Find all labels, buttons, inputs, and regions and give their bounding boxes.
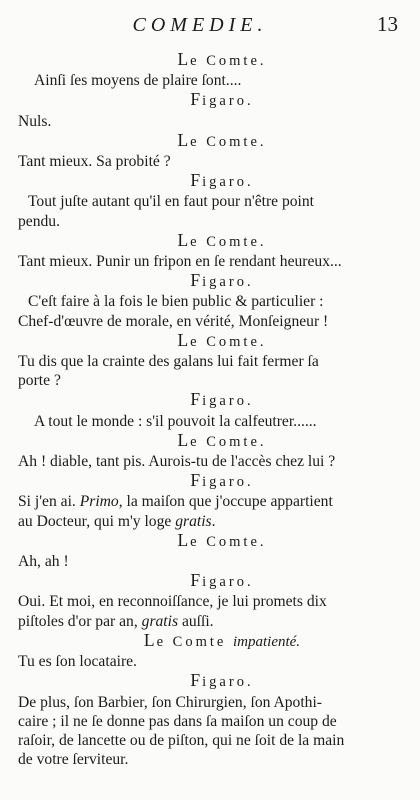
dialogue-line: au Docteur, qui m'y loge gratis. bbox=[18, 512, 216, 530]
dialogue-line: Chef-d'œuvre de morale, en vérité, Monſeigneur ! bbox=[18, 312, 329, 330]
speaker-heading: Le Comte. bbox=[177, 229, 267, 250]
speaker-heading: Figaro. bbox=[190, 170, 254, 191]
speaker-heading: Figaro. bbox=[190, 470, 254, 491]
speaker-heading: Figaro. bbox=[190, 670, 254, 691]
speaker-heading: Le Comte. bbox=[177, 129, 267, 150]
speaker-heading: Figaro. bbox=[190, 570, 254, 591]
dialogue-line: A tout le monde : s'il pouvoit la calfeutrer...... bbox=[34, 412, 317, 430]
speaker-heading: Figaro. bbox=[190, 389, 254, 410]
play-text bbox=[18, 50, 410, 769]
page-header bbox=[0, 14, 420, 44]
dialogue-line: Nuls. bbox=[18, 112, 52, 130]
dialogue-line: De plus, ſon Barbier, ſon Chirurgien, ſon Apothi- bbox=[18, 693, 323, 711]
speaker-heading: Le Comte. bbox=[177, 529, 267, 550]
speaker-heading: Le Comte. bbox=[177, 329, 267, 350]
speaker-heading: Le Comte impatienté. bbox=[143, 629, 301, 650]
dialogue-line: Tant mieux. Sa probité ? bbox=[18, 153, 171, 171]
dialogue-line: C'eſt faire à la fois le bien public & particulier : bbox=[28, 293, 324, 311]
dialogue-line: Tout juſte autant qu'il en faut pour n'être point bbox=[28, 193, 315, 211]
stage-direction: impatienté. bbox=[232, 633, 301, 650]
dialogue-line: Tu es ſon locataire. bbox=[18, 653, 137, 671]
dialogue-line: Tant mieux. Punir un fripon en ſe rendant heureux... bbox=[18, 253, 342, 271]
running-title: COMEDIE. bbox=[132, 14, 268, 36]
dialogue-line: Oui. Et moi, en reconnoiſſance, je lui promets dix bbox=[18, 593, 327, 611]
dialogue-line: de votre ſerviteur. bbox=[18, 751, 129, 769]
dialogue-line: Si j'en ai. Primo, la maiſon que j'occupe appartient bbox=[18, 493, 333, 511]
dialogue-line: caire ; il ne ſe donne pas dans ſa maiſon un coup de bbox=[18, 712, 337, 730]
speaker-heading: Le Comte. bbox=[177, 49, 267, 69]
dialogue-line: pendu. bbox=[18, 212, 61, 230]
speaker-heading: Figaro. bbox=[190, 270, 254, 291]
dialogue-line: Ainſi ſes moyens de plaire ſont.... bbox=[34, 72, 242, 90]
dialogue-line: raſoir, de lancette ou de piſton, qui ne ſoit de la main bbox=[18, 731, 345, 749]
speaker-heading: Figaro. bbox=[190, 89, 254, 110]
dialogue-line: Ah, ah ! bbox=[18, 553, 69, 571]
page-number: 13 bbox=[377, 12, 398, 36]
dialogue-line: porte ? bbox=[18, 372, 61, 390]
dialogue-line: piſtoles d'or par an, gratis auſſi. bbox=[18, 612, 214, 630]
dialogue-line: Tu dis que la crainte des galans lui fait fermer ſa bbox=[18, 353, 319, 371]
speaker-heading: Le Comte. bbox=[177, 429, 267, 450]
dialogue-line: Ah ! diable, tant pis. Aurois-tu de l'accès chez lui ? bbox=[18, 453, 336, 471]
